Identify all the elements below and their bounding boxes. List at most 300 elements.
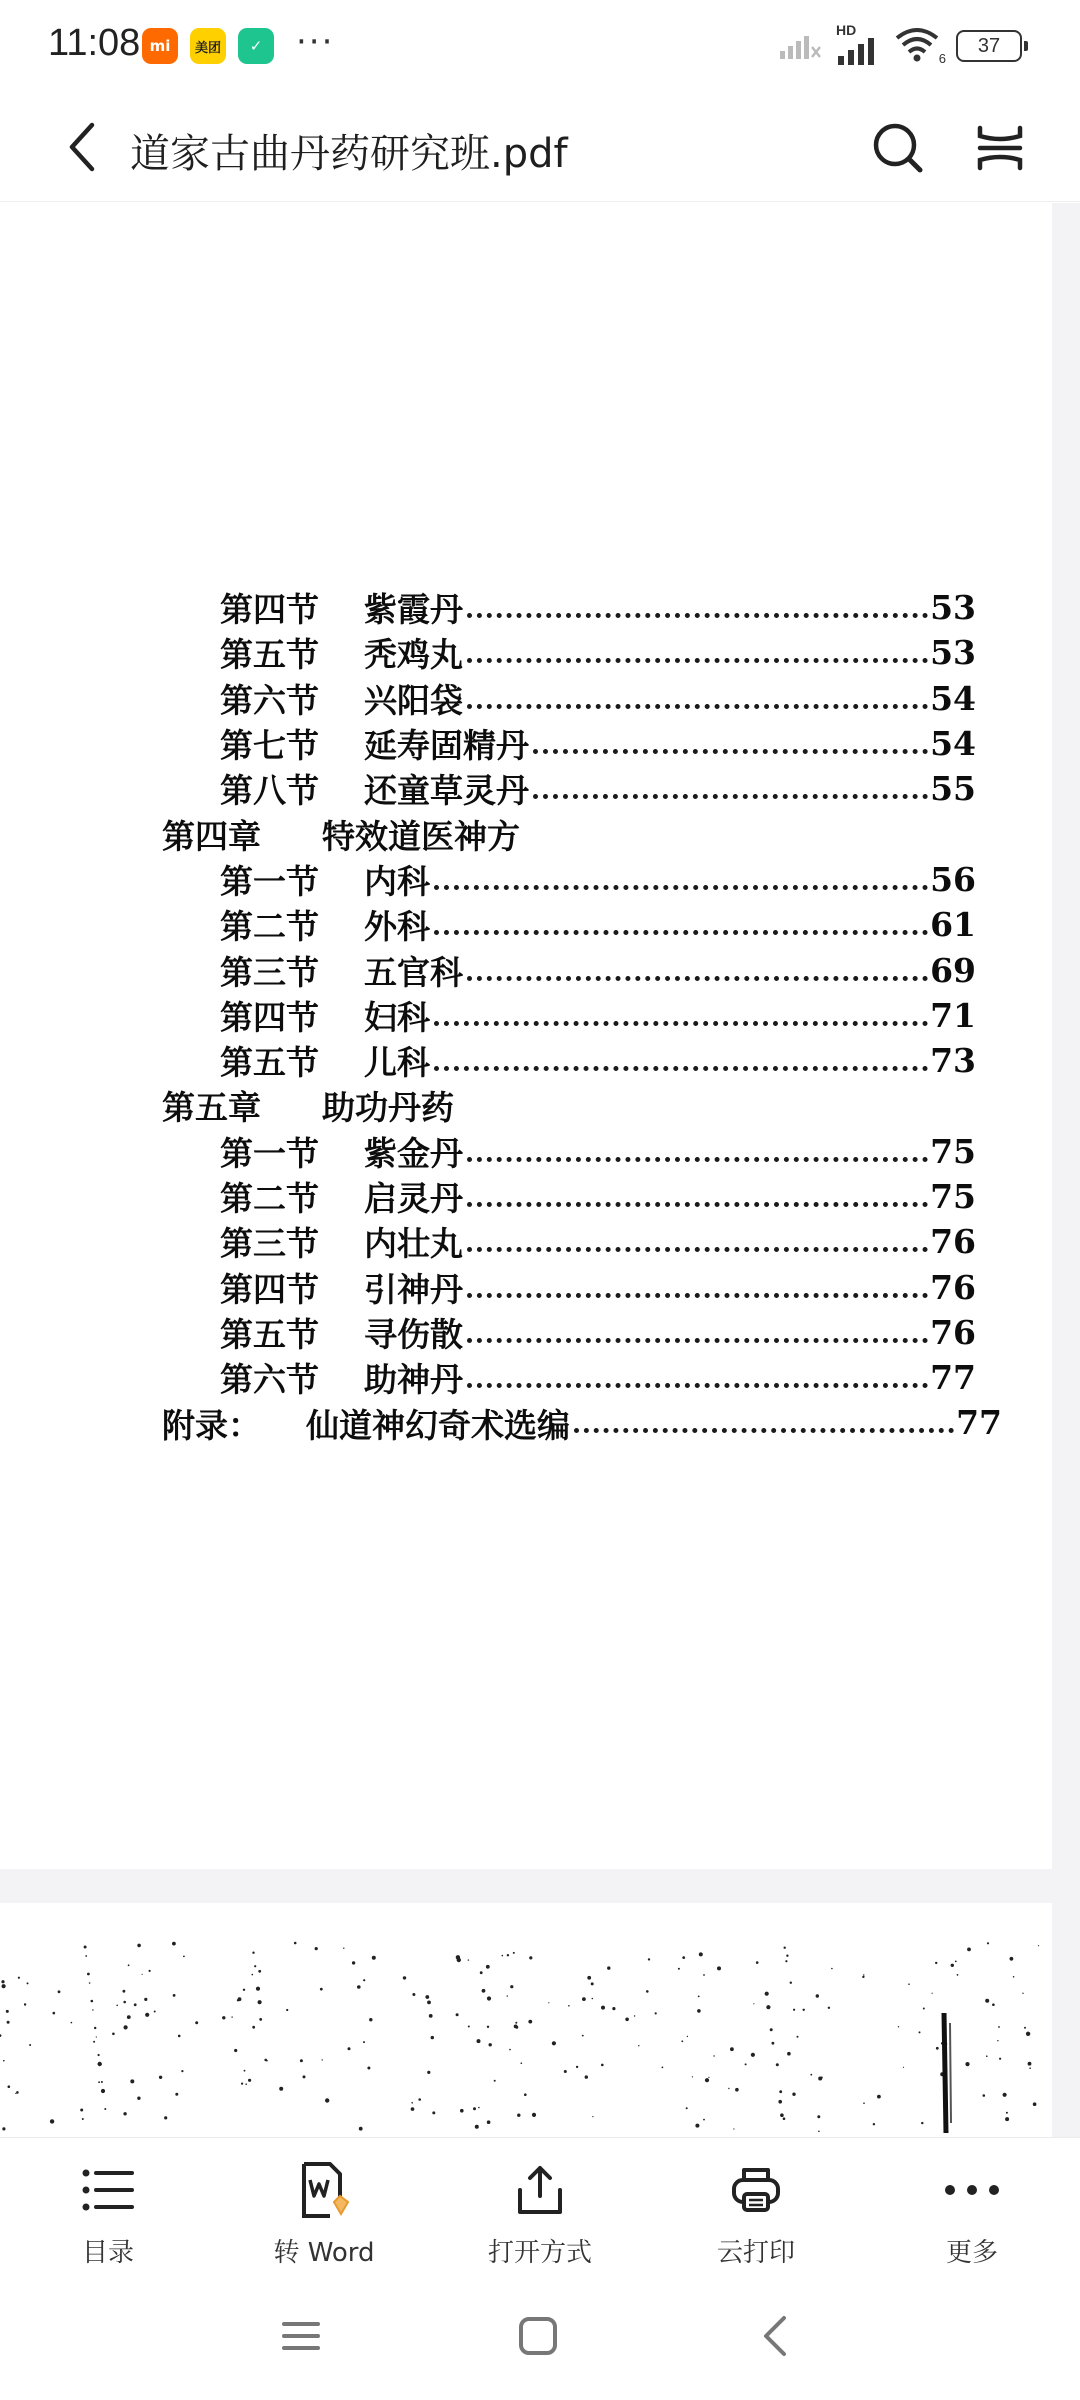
speckle [124,2025,128,2029]
toc-section-row[interactable] [162,585,1002,630]
toc-title: 助神丹 [364,1360,463,1400]
speckle [279,2087,283,2091]
speckle [468,1959,469,1960]
meituan-app-icon: 美团 [190,28,226,64]
toc-page-number: 71 [930,995,976,1035]
speckle [521,2062,523,2064]
speckle [367,2067,370,2070]
speckle [1024,2027,1026,2029]
speckle [159,2076,162,2079]
speckle [967,1948,971,1952]
back-button[interactable] [52,114,112,180]
pdf-viewer[interactable] [0,203,1080,2137]
speckle [607,1966,610,1969]
toc-dot-leader [574,1428,954,1433]
speckle [460,2109,464,2113]
toc-page-number: 61 [930,905,976,945]
speckle [2,2127,5,2130]
speckle [3,2060,5,2062]
app-header [0,92,1080,202]
cloud-print-label: 云打印 [716,2238,795,2268]
speckle [828,2007,830,2009]
speckle [713,2055,714,2056]
toc-page-number: 69 [930,950,976,990]
speckle [862,1976,864,1978]
speckle [548,2002,549,2003]
speckle [245,2083,247,2085]
speckle [252,1952,254,1954]
speckle [919,2031,921,2033]
pdf-page-next [0,1903,1052,2163]
toc-dot-leader [434,930,928,935]
toc-title: 内壮丸 [364,1224,463,1264]
toc-dot-leader [467,658,928,663]
speckle [698,1996,700,1998]
toc-section-row[interactable] [162,857,1002,902]
signal-off-icon [778,31,822,61]
toc-section-row[interactable] [162,766,1002,811]
speckle [601,2064,604,2067]
speckle [254,1965,256,1967]
page-edge-mark [936,2013,956,2133]
speckle [231,2016,232,2017]
speckle [818,2131,820,2133]
speckle [502,1955,504,1957]
toc-title: 外科 [364,907,430,947]
speckle [703,1974,705,1976]
speckle [765,1992,769,1996]
speckle [359,2127,363,2131]
signal-hd-icon [836,22,880,66]
speckle [515,2022,517,2024]
speckle [697,2009,701,2013]
speckle [648,1958,650,1960]
speckle [258,1970,261,1973]
toc-title: 特效道医神方 [322,816,520,856]
toc-section-row[interactable] [162,1355,1002,1400]
toc-dot-leader [467,1202,928,1207]
toc-title: 紫霞丹 [364,590,463,630]
speckle [142,1974,143,1975]
toc-section-row[interactable] [162,721,1002,766]
speckle [582,1997,586,2001]
toc-dot-leader [467,1383,928,1388]
speckle [987,1942,989,1944]
toc-section-row[interactable] [162,1174,1002,1219]
speckle [1013,1976,1015,1978]
xiaomi-app-icon: mi [142,28,178,64]
speckle [797,2036,799,2038]
speckle [116,2005,118,2007]
speckle [1003,2093,1007,2097]
speckle [411,2107,415,2111]
speckle [303,2075,306,2078]
speckle [252,1974,254,1976]
speckle [294,1942,297,1945]
system-nav-bar [0,2273,1080,2400]
toc-number: 第一节 [220,861,319,901]
shield-app-icon: ✓ [238,28,274,64]
speckle [87,1973,90,1976]
speckle [510,1985,513,1988]
speckle [601,2006,605,2010]
speckle [517,2114,520,2117]
toc-page-number: 75 [930,1177,976,1216]
speckle [582,2035,584,2037]
wifi-icon [894,26,946,66]
speckle [84,1946,87,1949]
speckle [427,2071,430,2074]
speckle [507,1954,509,1956]
more-button[interactable] [864,2138,1080,2274]
speckle [730,2047,734,2051]
speckle [1033,2102,1037,2106]
speckle [532,2113,536,2117]
speckle [965,2062,969,2066]
speckle [634,2015,635,2016]
speckle [585,2075,588,2078]
speckle [955,1961,957,1963]
speckle [513,1952,515,1954]
speckle [172,1942,176,1946]
toc-dot-leader [467,1157,928,1162]
toc-page-number: 73 [930,1041,976,1081]
speckle [128,1964,130,1966]
speckle [873,2123,875,2125]
speckle [244,2070,246,2072]
recent-apps-button[interactable] [266,2301,336,2371]
toc-number: 第二节 [220,907,319,947]
bottom-toolbar [0,2137,1080,2273]
toc-dot-leader [434,885,928,890]
speckle [612,2007,615,2010]
speckle [699,1952,703,1956]
speckle [998,2026,1000,2028]
speckle [343,1948,344,1949]
speckle [903,2067,904,2068]
toc-number: 第八节 [220,771,319,811]
speckle [101,2081,103,2083]
open-with-label: 打开方式 [487,2238,592,2268]
speckle [1005,2117,1009,2121]
toc-number: 第一节 [220,1133,319,1173]
speckle [524,2093,527,2096]
speckle [432,2111,435,2114]
speckle [529,1956,532,1959]
toc-number: 第五节 [220,635,319,675]
speckle [787,2052,791,2056]
speckle [487,1996,491,2000]
toc-appendix-row[interactable] [162,1400,1002,1445]
speckle [80,2109,83,2112]
toc-page-number: 53 [930,588,976,628]
wifi-6-label: 6 [938,51,946,66]
toc-section-row[interactable] [162,947,1002,992]
pdf-page [0,203,1052,1869]
toc-title: 儿科 [364,1043,430,1083]
speckle [252,2026,255,2029]
share-icon [512,2162,568,2218]
speckle [183,1956,185,1958]
toc-title: 紫金丹 [364,1133,463,1173]
reading-mode-button[interactable] [968,116,1032,180]
speckle [352,1961,355,1964]
speckle [772,2042,775,2045]
speckle [480,1971,483,1974]
speckle [94,2027,96,2029]
speckle [315,1947,318,1950]
more-icon [942,2180,1002,2200]
toc-section-row[interactable] [162,1310,1002,1355]
word-convert-icon [294,2160,354,2220]
hd-label: HD [836,22,857,38]
toc-number: 第四节 [220,1269,319,1309]
status-more-icon: ··· [296,22,335,62]
speckle [735,2088,739,2092]
toc-page-number: 77 [956,1403,1002,1443]
speckle [921,2122,923,2124]
toc-title: 引神丹 [364,1269,463,1309]
speckle [137,1944,141,1948]
speckle [587,1976,591,1980]
toc-dot-leader [533,794,928,799]
speckle [475,2125,479,2129]
speckle [1026,2032,1030,2036]
toc-title: 还童草灵丹 [364,771,529,811]
speckle [195,2021,198,2024]
speckle [803,2009,805,2011]
speckle [1022,1993,1023,1994]
speckle [552,2041,556,2045]
speckle [456,2013,459,2016]
toc-title: 启灵丹 [364,1179,463,1219]
speckle [266,2060,268,2062]
home-button[interactable] [503,2301,573,2371]
speckle [1028,2062,1032,2066]
battery-icon: 37 [956,30,1022,62]
speckle [1038,1945,1039,1946]
home-icon [518,2316,558,2356]
toc-number: 附录： [162,1405,261,1445]
speckle [986,2055,988,2057]
speckle [134,2003,137,2006]
speckle [104,2108,106,2110]
speckle [243,1989,245,1991]
toc-title: 兴阳袋 [364,680,463,720]
toc-page-number: 76 [930,1222,976,1262]
open-with-button[interactable] [432,2138,648,2274]
speckle [89,1982,91,1984]
speckle [908,1983,910,1985]
speckle [678,1968,680,1970]
speckle [957,1974,959,1976]
toc-number: 第六节 [220,1360,319,1400]
speckle [130,2079,134,2083]
toc-section-row[interactable] [162,676,1002,721]
speckle [357,1985,361,1989]
speckle [494,2080,496,2082]
speckle [792,2093,795,2096]
speckle [16,2091,19,2094]
convert-word-button[interactable] [216,2138,432,2274]
speckle [431,2036,434,2039]
speckle [144,1998,147,2001]
speckle [300,2059,303,2062]
speckle [923,2008,925,2010]
speckle [258,2000,262,2004]
speckle [810,2074,812,2076]
speckle [625,2018,629,2022]
speckle [456,1955,460,1959]
table-of-contents [162,585,1002,1446]
speckle [411,2102,413,2104]
speckle [992,2003,995,2006]
speckle [686,2107,688,2109]
speckle [92,2009,93,2010]
speckle [831,1968,833,1970]
speckle [123,1990,126,1993]
speckle [592,2116,593,2117]
speckle [473,2107,476,2110]
toc-section-row[interactable] [162,1129,1002,1174]
speckle [692,2076,693,2077]
speckle [1029,2067,1031,2069]
speckle [935,1962,937,1964]
toc-page-number: 54 [930,724,976,764]
speckle [863,1974,864,1975]
toc-number: 第三节 [220,952,319,992]
toc-dot-leader [467,1338,928,1343]
status-indicators [778,22,1022,66]
speckle [997,2040,998,2041]
speckle [127,2015,131,2019]
toc-title: 内科 [364,861,430,901]
toc-number: 第三节 [220,1224,319,1264]
toc-chapter-row[interactable] [162,1083,1002,1128]
toc-section-row[interactable] [162,902,1002,947]
toc-button[interactable] [0,2138,216,2274]
speckle [983,2094,986,2097]
speckle [717,1966,721,1970]
toc-title: 妇科 [364,997,430,1037]
speckle [403,1976,406,1979]
speckle [8,2085,11,2088]
speckle [322,2059,323,2060]
speckle [568,2005,570,2007]
toc-page-number: 77 [930,1358,976,1398]
speckle [98,2081,100,2083]
speckle [770,2028,773,2031]
speckle [482,1989,486,1993]
cloud-print-button[interactable] [648,2138,864,2274]
speckle [507,1995,508,1996]
toc-section-row[interactable] [162,1219,1002,1264]
speckle [687,2036,688,2037]
speckle [93,2041,95,2043]
speckle [751,2053,755,2057]
speckle [241,2083,243,2085]
search-icon [870,120,926,176]
speckle [2,1984,6,1988]
toc-dot-leader [467,1293,928,1298]
speckle [98,2062,102,2066]
speckle [790,1982,792,1984]
speckle [487,2120,491,2124]
toc-chapter-row[interactable] [162,811,1002,856]
speckle [418,2098,421,2101]
toc-page-number: 56 [930,859,976,899]
speckle [776,2063,779,2066]
toc-title: 仙道神幻奇术选编 [306,1405,570,1445]
toc-number: 第七节 [220,726,319,766]
speckle [82,2118,84,2120]
speckle [766,2005,770,2009]
speckle [999,2058,1001,2060]
speckle [786,1955,788,1957]
speckle [325,2098,329,2102]
system-back-button[interactable] [740,2301,810,2371]
speckle [785,1960,787,1962]
speckle [427,2001,431,2005]
printer-icon [728,2162,784,2218]
speckle [0,2034,1,2037]
speckle [784,1947,786,1949]
speckle [662,2067,664,2069]
speckle [7,2021,10,2024]
speckle [703,2119,705,2121]
toc-section-row[interactable] [162,993,1002,1038]
toc-section-row[interactable] [162,1038,1002,1083]
toc-title: 延寿固精丹 [364,726,529,766]
speckle [18,1977,20,1979]
speckle [951,1964,954,1967]
speckle [778,2100,782,2104]
speckle [780,2113,784,2117]
speckle [181,2070,183,2072]
speckle [509,2049,511,2051]
speckle [756,1961,759,1964]
speckle [932,1993,933,1994]
reading-mode-icon [974,122,1026,174]
speckle [515,2026,518,2029]
menu-icon [281,2319,321,2353]
speckle [248,2079,251,2082]
toc-dot-leader [467,976,928,981]
search-button[interactable] [866,116,930,180]
speckle [1,1980,4,1983]
speckle [112,2033,115,2036]
speckle [753,2003,754,2004]
speckle [1006,2112,1008,2114]
speckle [468,2026,470,2028]
speckle [256,1987,260,1991]
toc-dot-leader [467,1247,928,1252]
toc-title: 五官科 [364,952,463,992]
speckle [477,2039,481,2043]
speckle [646,1990,649,1993]
speckle [24,2003,26,2005]
toc-section-row[interactable] [162,1264,1002,1309]
toc-label: 目录 [81,2238,134,2268]
speckle [695,2124,699,2128]
speckle [745,2063,747,2065]
speckle [164,2116,167,2119]
toc-section-row[interactable] [162,630,1002,675]
speckle [85,1955,87,1957]
toc-number: 第五章 [162,1088,261,1128]
speckle [348,2047,351,2050]
speckle [91,2000,94,2003]
